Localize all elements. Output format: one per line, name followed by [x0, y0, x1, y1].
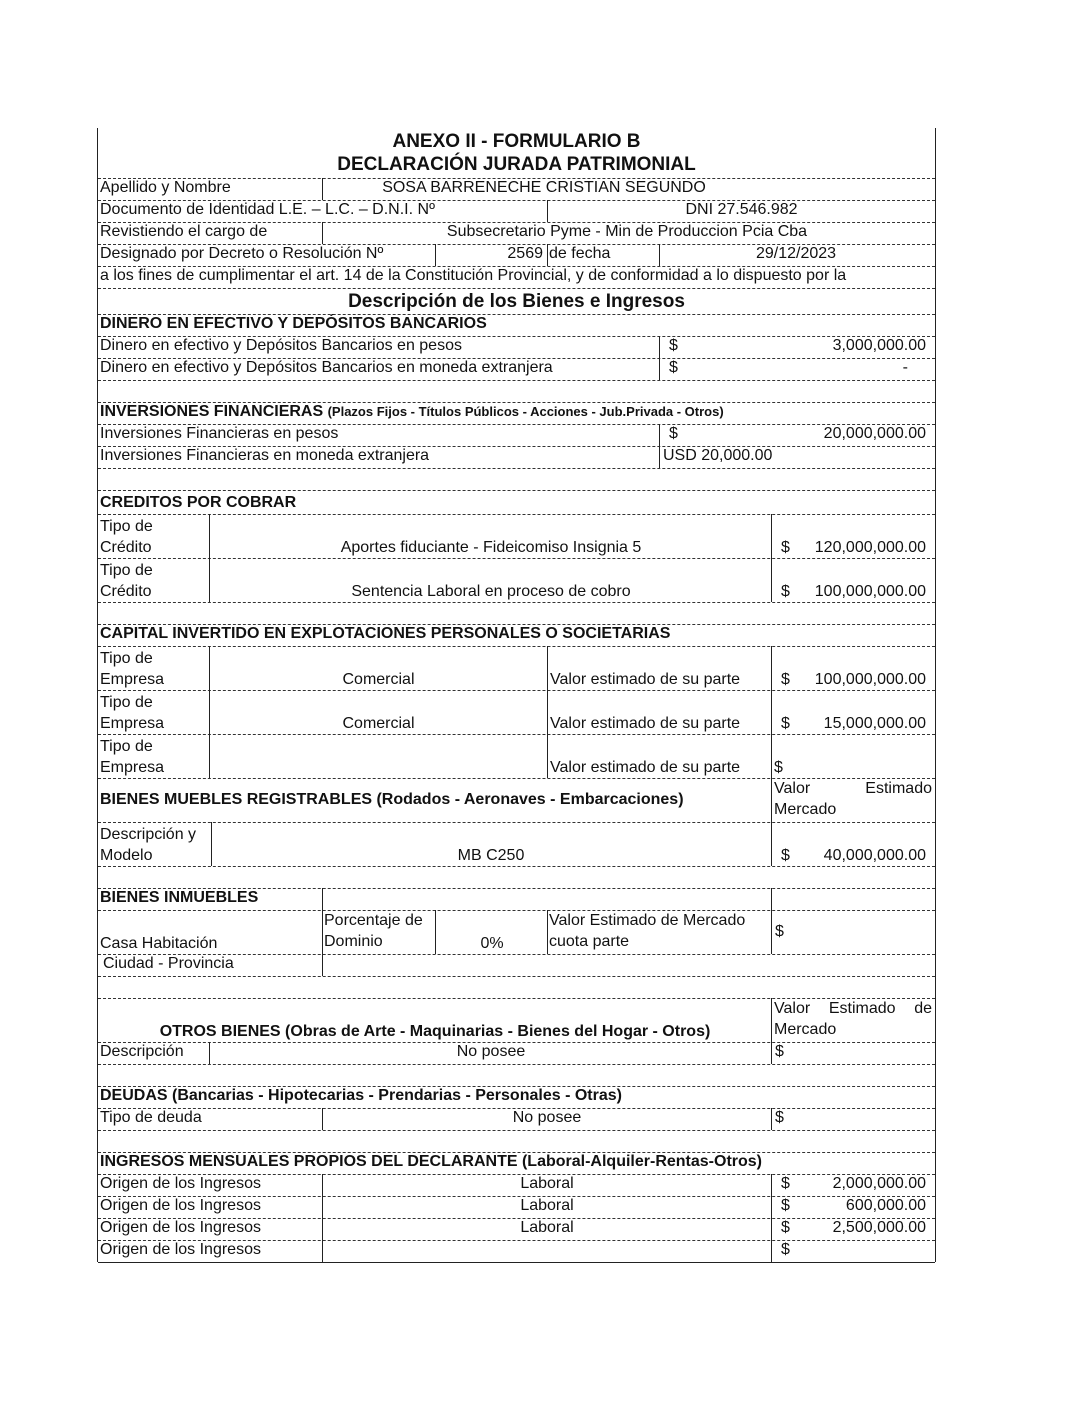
- muebles-heading: BIENES MUEBLES REGISTRABLES (Rodados - Aeronaves - Embarcaciones): [100, 791, 684, 808]
- credito-value: 100,000,000.00: [814, 583, 926, 600]
- doc-value: DNI 27.546.982: [685, 201, 798, 218]
- dinero-pesos-label: Dinero en efectivo y Depósitos Bancarios en pesos: [100, 337, 462, 354]
- otros-heading: OTROS BIENES (Obras de Arte - Maquinarias - Bienes del Hogar - Otros): [159, 1023, 711, 1040]
- capital-row: [98, 734, 935, 779]
- capital-row: [98, 646, 935, 691]
- capital-value: 100,000,000.00: [814, 671, 926, 688]
- blank-row: [98, 1130, 935, 1153]
- inmuebles-row: [98, 910, 935, 955]
- deudas-heading: DEUDAS (Bancarias - Hipotecarias - Prendarias - Personales - Otras): [100, 1087, 622, 1104]
- capital-label: Tipo de Empresa: [100, 650, 165, 688]
- decreto-value: 2569: [507, 245, 543, 262]
- ingresos-desc: [324, 1240, 770, 1262]
- creditos-heading-row: [98, 490, 935, 515]
- ingresos-row: [98, 1218, 935, 1241]
- credito-label: Tipo de Crédito: [100, 562, 153, 600]
- ingresos-desc: Laboral: [520, 1197, 574, 1214]
- muebles-row: [98, 822, 935, 867]
- decreto-label: Designado por Decreto o Resolución Nº: [100, 245, 384, 262]
- otros-row: [98, 1042, 935, 1065]
- dinero-ext-row: [98, 358, 935, 381]
- ingresos-label: Origen de los Ingresos: [100, 1241, 261, 1258]
- credito-currency: $: [781, 583, 790, 600]
- blank-row: [98, 602, 935, 625]
- inversiones-pesos-currency: $: [669, 425, 678, 442]
- muebles-valor-header: Valor Estimado Mercado: [774, 780, 932, 818]
- capital-row: [98, 690, 935, 735]
- inversiones-heading: INVERSIONES FINANCIERAS: [100, 403, 324, 420]
- inversiones-heading-wrap: [100, 402, 930, 424]
- capital-desc: Comercial: [342, 671, 415, 688]
- inversiones-ext-label: Inversiones Financieras en moneda extranjera: [100, 447, 430, 464]
- name-value: SOSA BARRENECHE CRISTIAN SEGUNDO: [382, 179, 706, 196]
- capital-currency: $: [781, 715, 790, 732]
- capital-heading-row: [98, 624, 935, 647]
- credito-row: [98, 514, 935, 559]
- credito-desc: Aportes fiduciante - Fideicomiso Insignia 5: [340, 539, 642, 556]
- descripcion-row: [98, 288, 935, 315]
- otros-currency: $: [775, 1043, 784, 1060]
- dinero-ext-currency: $: [669, 359, 678, 376]
- ingresos-row: [98, 1240, 935, 1263]
- capital-desc: Comercial: [342, 715, 415, 732]
- credito-currency: $: [781, 539, 790, 556]
- inversiones-heading-row: [98, 402, 935, 425]
- ingresos-label: Origen de los Ingresos: [100, 1197, 261, 1214]
- deudas-label: Tipo de deuda: [100, 1109, 202, 1126]
- inmuebles-porcentaje-value: 0%: [480, 935, 504, 952]
- muebles-heading-row: [98, 778, 935, 823]
- declaracion-form: [97, 128, 936, 1262]
- ingresos-desc: Laboral: [520, 1219, 574, 1236]
- ingresos-currency: $: [781, 1241, 790, 1258]
- ingresos-row: [98, 1196, 935, 1219]
- muebles-value: 40,000,000.00: [823, 847, 926, 864]
- inmuebles-ciudad-row: [98, 954, 935, 977]
- ingresos-row: [98, 1174, 935, 1197]
- ingresos-heading-row: [98, 1152, 935, 1175]
- fecha-value: 29/12/2023: [755, 245, 837, 262]
- form-subtitle: DECLARACIÓN JURADA PATRIMONIAL: [337, 154, 696, 175]
- muebles-desc: MB C250: [457, 847, 525, 864]
- ingresos-heading: INGRESOS MENSUALES PROPIOS DEL DECLARANTE (Laboral-Alquiler-Rentas-Otros): [100, 1153, 762, 1170]
- dinero-heading: DINERO EN EFECTIVO Y DEPÓSITOS BANCARIOS: [100, 315, 487, 332]
- otros-desc: No posee: [456, 1043, 526, 1060]
- ingresos-label: Origen de los Ingresos: [100, 1175, 261, 1192]
- capital-label: Tipo de Empresa: [100, 694, 165, 732]
- otros-valor-header: Valor Estimado de Mercado: [774, 1000, 932, 1038]
- otros-heading-row: [98, 998, 935, 1043]
- deudas-row: [98, 1108, 935, 1131]
- inmuebles-tipo: Casa Habitación: [100, 935, 218, 952]
- capital-value: 15,000,000.00: [823, 715, 926, 732]
- ingresos-value: 2,500,000.00: [832, 1219, 926, 1236]
- cargo-value: Subsecretario Pyme - Min de Produccion Pcia Cba: [446, 223, 808, 240]
- dinero-heading-row: [98, 314, 935, 337]
- descripcion-title: Descripción de los Bienes e Ingresos: [348, 291, 685, 312]
- cargo-label: Revistiendo el cargo de: [100, 223, 268, 240]
- decreto-row: [98, 244, 935, 267]
- inversiones-heading-detail: (Plazos Fijos - Títulos Públicos - Acciones - Jub.Privada - Otros): [327, 404, 724, 419]
- cargo-row: [98, 222, 935, 245]
- ingresos-currency: $: [781, 1197, 790, 1214]
- credito-desc: Sentencia Laboral en proceso de cobro: [351, 583, 631, 600]
- muebles-currency: $: [781, 847, 790, 864]
- deudas-heading-row: [98, 1086, 935, 1109]
- dinero-ext-label: Dinero en efectivo y Depósitos Bancarios en moneda extranjera: [100, 359, 553, 376]
- inmuebles-ciudad-label: Ciudad - Provincia: [103, 955, 234, 972]
- inmuebles-porcentaje-label: Porcentaje de Dominio: [324, 912, 423, 950]
- blank-row: [98, 976, 935, 999]
- name-label: Apellido y Nombre: [100, 179, 231, 196]
- fecha-label: de fecha: [549, 245, 611, 262]
- ingresos-value: [801, 1240, 926, 1262]
- form-title: ANEXO II - FORMULARIO B: [392, 131, 641, 152]
- ingresos-value: 2,000,000.00: [832, 1175, 926, 1192]
- credito-value: 120,000,000.00: [814, 539, 926, 556]
- capital-valor-label: Valor estimado de su parte: [550, 671, 741, 688]
- credito-label: Tipo de Crédito: [100, 518, 153, 556]
- inversiones-pesos-label: Inversiones Financieras en pesos: [100, 425, 339, 442]
- capital-label: Tipo de Empresa: [100, 738, 165, 776]
- inversiones-pesos-row: [98, 424, 935, 447]
- ingresos-desc: Laboral: [520, 1175, 574, 1192]
- inversiones-pesos-value: 20,000,000.00: [823, 425, 926, 442]
- dinero-pesos-currency: $: [669, 337, 678, 354]
- blank-row: [98, 1064, 935, 1087]
- capital-valor-label: Valor estimado de su parte: [550, 715, 741, 732]
- credito-row: [98, 558, 935, 603]
- otros-label: Descripción: [100, 1043, 184, 1060]
- ingresos-value: 600,000.00: [845, 1197, 926, 1214]
- deudas-desc: No posee: [512, 1109, 582, 1126]
- dinero-ext-value: -: [902, 359, 908, 376]
- doc-label: Documento de Identidad L.E. – L.C. – D.N.I. Nº: [100, 201, 435, 218]
- fines-text: a los fines de cumplimentar el art. 14 de la Constitución Provincial, y de conformidad a lo dispuesto por la: [100, 267, 847, 284]
- inmuebles-heading-row: [98, 888, 935, 911]
- ingresos-currency: $: [781, 1219, 790, 1236]
- blank-row: [98, 380, 935, 403]
- name-row: [98, 178, 935, 201]
- blank-row: [98, 866, 935, 889]
- capital-heading: CAPITAL INVERTIDO EN EXPLOTACIONES PERSONALES O SOCIETARIAS: [100, 625, 671, 642]
- inversiones-ext-row: [98, 446, 935, 469]
- inversiones-ext-value: USD 20,000.00: [663, 447, 773, 464]
- inmuebles-currency: $: [775, 923, 784, 940]
- dinero-pesos-row: [98, 336, 935, 359]
- creditos-heading: CREDITOS POR COBRAR: [100, 494, 297, 511]
- inmuebles-heading: BIENES INMUEBLES: [100, 889, 259, 906]
- inmuebles-valor-label: Valor Estimado de Mercado cuota parte: [549, 912, 746, 950]
- deudas-currency: $: [775, 1109, 784, 1126]
- subtitle-row: [98, 152, 935, 179]
- fines-row: [98, 266, 935, 289]
- muebles-label: Descripción y Modelo: [100, 826, 197, 864]
- ingresos-currency: $: [781, 1175, 790, 1192]
- blank-row: [98, 468, 935, 491]
- ingresos-label: Origen de los Ingresos: [100, 1219, 261, 1236]
- capital-valor-label: Valor estimado de su parte: [550, 759, 741, 776]
- capital-currency: $: [781, 671, 790, 688]
- capital-currency: $: [774, 759, 783, 776]
- dinero-pesos-value: 3,000,000.00: [832, 337, 926, 354]
- doc-row: [98, 200, 935, 223]
- title-row: [98, 128, 935, 152]
